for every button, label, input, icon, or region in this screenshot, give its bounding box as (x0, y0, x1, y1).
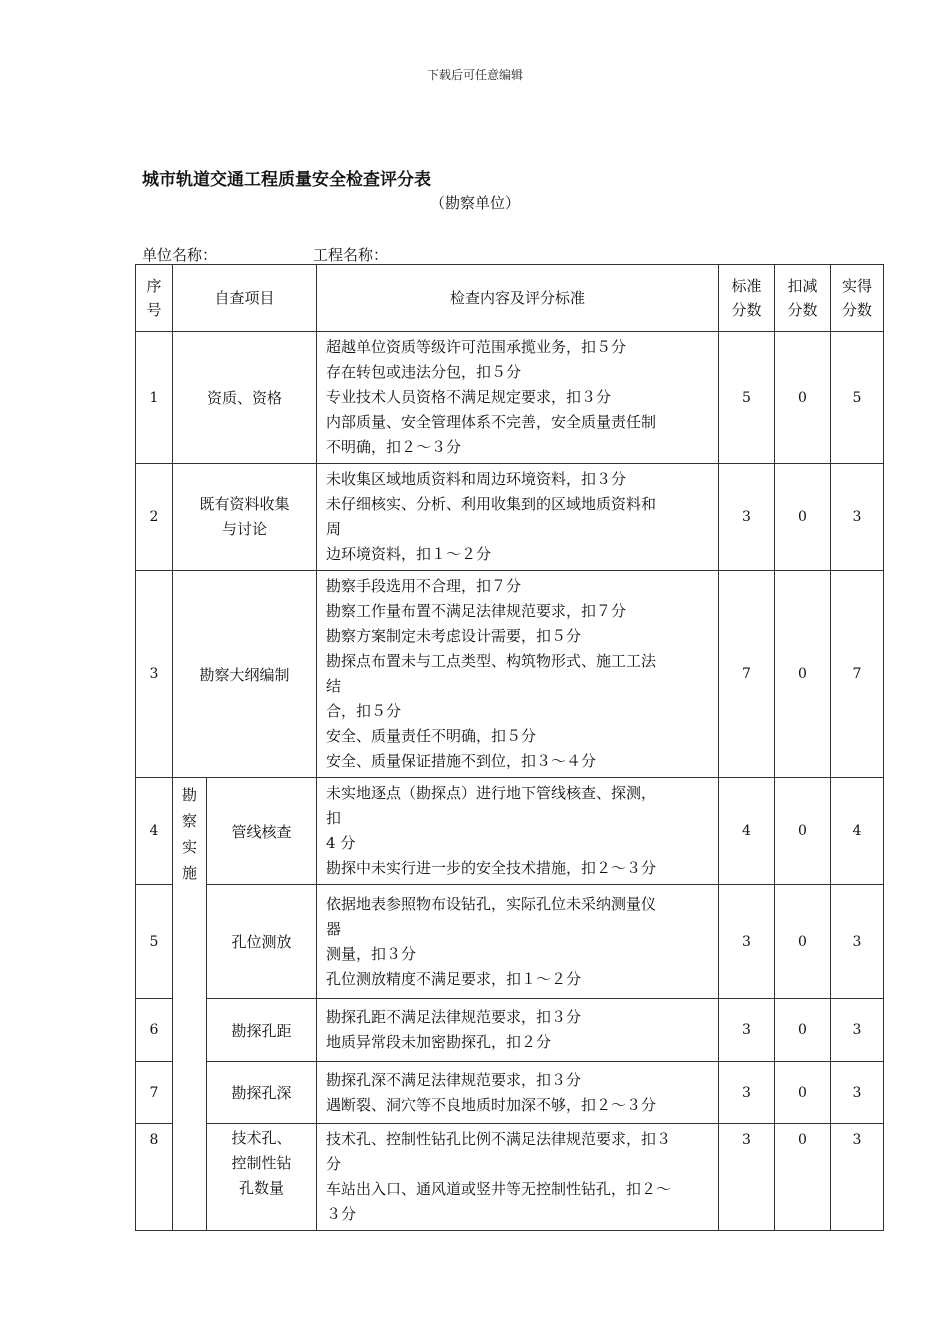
row-criteria: 未实地逐点（勘探点）进行地下管线核查、探测， 扣 4 分 勘探中未实行进一步的安全技术措施，扣２～３分 (317, 778, 719, 885)
row-item: 管线核查 (207, 778, 317, 885)
unit-name-label: 单位名称： (142, 246, 218, 264)
row-number: 3 (136, 571, 173, 778)
document-title: 城市轨道交通工程质量安全检查评分表 (142, 170, 431, 190)
row-criteria: 依据地表参照物布设钻孔，实际孔位未采纳测量仪 器 测量，扣３分 孔位测放精度不满足要求，扣１～２分 (317, 885, 719, 999)
unit-info-row (142, 244, 388, 265)
row-standard: 3 (719, 999, 775, 1062)
table-header-row (136, 265, 884, 332)
row-deduct: 0 (775, 885, 831, 999)
row-standard: 3 (719, 464, 775, 571)
row-item: 勘探孔距 (207, 999, 317, 1062)
row-criteria: 勘探孔深不满足法律规范要求，扣３分 遇断裂、洞穴等不良地质时加深不够，扣２～３分 (317, 1062, 719, 1124)
row-item: 技术孔、 控制性钻 孔数量 (207, 1124, 317, 1231)
row-criteria: 技术孔、控制性钻孔比例不满足法律规范要求，扣３ 分 车站出入口、通风道或竖井等无控制性钻孔，扣２～ ３分 (317, 1124, 719, 1231)
header-item: 自查项目 (173, 265, 317, 332)
table-row (136, 778, 884, 885)
score-table (135, 264, 884, 1231)
row-item: 资质、资格 (173, 332, 317, 464)
row-number: 5 (136, 885, 173, 999)
row-item: 勘探孔深 (207, 1062, 317, 1124)
row-deduct: 0 (775, 332, 831, 464)
table-row (136, 999, 884, 1062)
row-deduct: 0 (775, 1124, 831, 1231)
row-actual: 3 (831, 464, 884, 571)
row-deduct: 0 (775, 571, 831, 778)
row-number: 1 (136, 332, 173, 464)
row-actual: 4 (831, 778, 884, 885)
document-subtitle (0, 192, 950, 213)
table-row (136, 1124, 884, 1231)
row-actual: 7 (831, 571, 884, 778)
header-actual: 实得 分数 (831, 265, 884, 332)
row-item: 孔位测放 (207, 885, 317, 999)
row-actual: 3 (831, 1124, 884, 1231)
header-seq: 序 号 (136, 265, 173, 332)
row-number: 8 (136, 1124, 173, 1231)
row-actual: 3 (831, 885, 884, 999)
row-standard: 3 (719, 1062, 775, 1124)
row-deduct: 0 (775, 999, 831, 1062)
row-standard: 5 (719, 332, 775, 464)
table-row (136, 885, 884, 999)
table-row (136, 1062, 884, 1124)
table-row (136, 332, 884, 464)
row-deduct: 0 (775, 778, 831, 885)
project-name-label: 工程名称： (313, 246, 389, 264)
row-actual: 3 (831, 1062, 884, 1124)
row-number: 2 (136, 464, 173, 571)
header-standard: 标准 分数 (719, 265, 775, 332)
row-standard: 3 (719, 1124, 775, 1231)
table-row (136, 464, 884, 571)
row-standard: 7 (719, 571, 775, 778)
row-standard: 4 (719, 778, 775, 885)
row-criteria: 未收集区域地质资料和周边环境资料，扣３分 未仔细核实、分析、利用收集到的区域地质资料和 周 边环境资料，扣１～２分 (317, 464, 719, 571)
row-actual: 3 (831, 999, 884, 1062)
group-label-survey-implementation: 勘 察 实 施 (173, 778, 207, 1231)
row-number: 7 (136, 1062, 173, 1124)
row-deduct: 0 (775, 464, 831, 571)
row-item: 勘察大纲编制 (173, 571, 317, 778)
row-standard: 3 (719, 885, 775, 999)
row-deduct: 0 (775, 1062, 831, 1124)
row-actual: 5 (831, 332, 884, 464)
row-criteria: 勘探孔距不满足法律规范要求，扣３分 地质异常段未加密勘探孔，扣２分 (317, 999, 719, 1062)
header-criteria: 检查内容及评分标准 (317, 265, 719, 332)
header-deduct: 扣减 分数 (775, 265, 831, 332)
subtitle-text: （勘察单位） (429, 194, 520, 212)
row-item: 既有资料收集 与讨论 (173, 464, 317, 571)
table-row (136, 571, 884, 778)
row-criteria: 勘察手段选用不合理，扣７分 勘察工作量布置不满足法律规范要求，扣７分 勘察方案制定未考虑设计需要，扣５分 勘探点布置未与工点类型、构筑物形式、施工工法 结 合，扣５分 安全、质量责任不明确，扣５分 安全、质量保证措施不到位，扣３～４分 (317, 571, 719, 778)
row-number: 4 (136, 778, 173, 885)
row-criteria: 超越单位资质等级许可范围承揽业务，扣５分 存在转包或违法分包，扣５分 专业技术人员资格不满足规定要求，扣３分 内部质量、安全管理体系不完善，安全质量责任制 不明确，扣２～３分 (317, 332, 719, 464)
row-number: 6 (136, 999, 173, 1062)
header-note: 下载后可任意编辑 (426, 68, 523, 82)
